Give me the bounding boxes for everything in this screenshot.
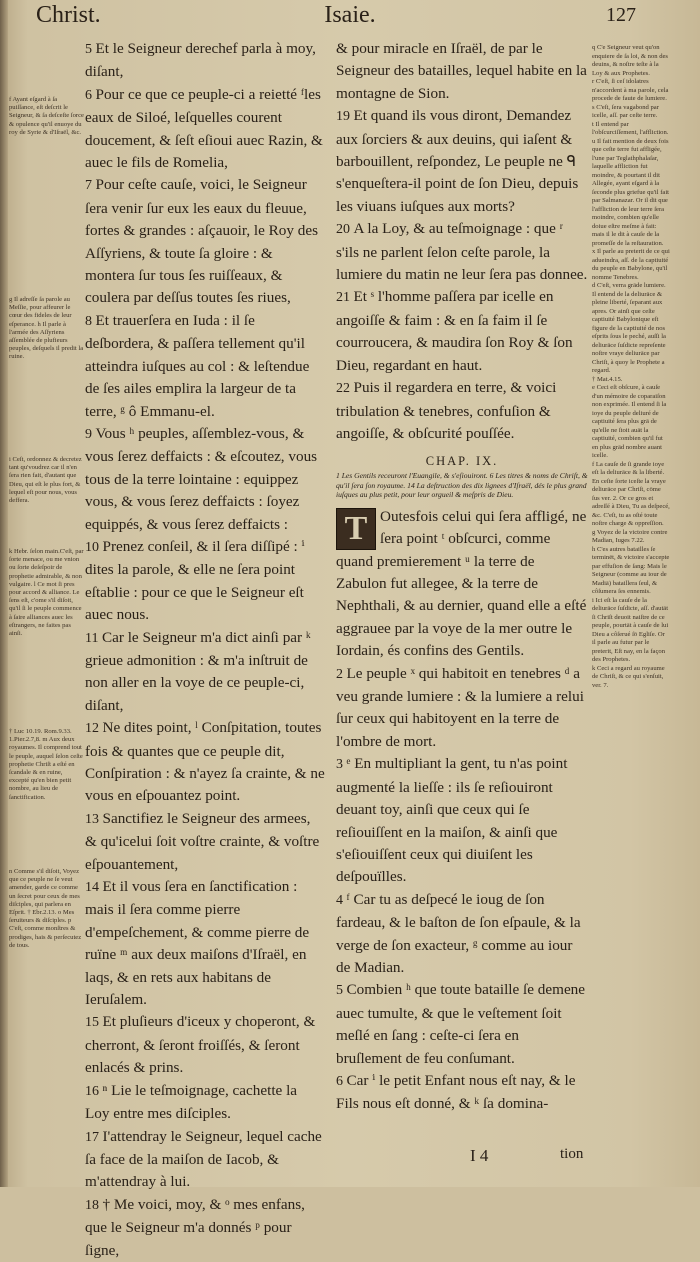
verse bbox=[85, 627, 325, 718]
running-head-title: Isaie. bbox=[324, 2, 376, 28]
margin-note: x Il parle au preterit de ce qui adueindra, aſſ. de la captiuité du peuple en Babylone, qu'il nomme Tenebres. bbox=[592, 248, 670, 281]
verse-number: 5 bbox=[336, 983, 347, 999]
verse-text: Et le Seigneur derechef parla à moy, diſant, bbox=[85, 40, 316, 81]
verse-text: Ne dites point, ˡ Conſpitation, toutes fois & quantes que ce peuple dit, Conſpiration : & n'ayez ſa crainte, & ne vous en eſpouantez point. bbox=[85, 719, 325, 805]
verse-number: 5 bbox=[85, 42, 96, 57]
verse bbox=[336, 753, 588, 888]
verse-text: I'attendray le Seigneur, lequel cache ſa face de la maiſon de Iacob, & m'attendray à lui. bbox=[85, 1127, 322, 1191]
margin-note: h C'es autres batailles ſe terminēt, & victoire s'accepte par effuſion de ſang: Mais le Seigneur (comme au iour de Madiā) bataillera ſeul, & côſumera ſes ennemis. bbox=[592, 545, 670, 595]
verse-text: ⁿ Lie le teſmoignage, cachette la Loy entre mes diſciples. bbox=[85, 1081, 298, 1123]
dropcap-initial: T bbox=[336, 508, 376, 550]
verse-number: 16 bbox=[85, 1083, 103, 1099]
verse-text: Pour ce que ce peuple-ci a reietté ᶠles eaux de Siloé, leſquelles courent doucement, & ſeſt eſioui auec Razin, & auec le fils de Romelia, bbox=[85, 85, 323, 172]
verse bbox=[336, 218, 588, 286]
verse bbox=[85, 717, 325, 808]
verse-number: 11 bbox=[85, 630, 102, 646]
margin-note: k Ceci a regard au royaume de Chriſt, & ce qui s'enſuit, ver. 7. bbox=[592, 664, 665, 689]
verse bbox=[336, 105, 588, 218]
verse bbox=[85, 310, 325, 423]
verse bbox=[336, 38, 588, 105]
margin-note: k Hebr. ſelon main.C'eſt, par ſorte menace, ou me vnion ou ſorte deſeſpoir de prophetie admirable, & non vulgaire. l Ce mot ſi pres pour accord & alliance. Le ſens eſt, c'ome s'il diſoit, qu'il ſi le peuple commence à ſaire alliances auec les eſtrangers, ne faites pas ainſi. bbox=[9, 548, 84, 638]
verse-number: 14 bbox=[85, 880, 103, 896]
verse-number: 22 bbox=[336, 381, 354, 397]
signature-mark: I 4 bbox=[470, 1146, 489, 1165]
verse-number: 2 bbox=[336, 666, 347, 682]
verse-text: Et quand ils vous diront, Demandez aux ſorciers & aux deuins, qui iaſent & barbouillent, reſpondez, Le peuple ne ᑫ s'enqueſtera-il point de ſon Dieu, depuis les viuans iuſques aux morts? bbox=[336, 107, 579, 215]
verse-text: Et ˢ l'homme paſſera par icelle en angoiſſe & faim : & en ſa faim il ſe courroucera, & maudira ſon Roy & ſon Dieu, regardant en haut. bbox=[336, 288, 573, 374]
chapter-8-ending bbox=[336, 38, 588, 445]
verse bbox=[85, 808, 325, 876]
verse bbox=[85, 1194, 325, 1262]
verse-number: 4 bbox=[336, 892, 347, 908]
chapter-9-text bbox=[336, 506, 588, 1116]
verse-number: 3 bbox=[336, 757, 347, 773]
verse-number: 10 bbox=[85, 539, 103, 555]
margin-note: r C'eſt, ſi ceſ idolatres n'accordent à ma parole, cela procede de faute de lumiere. bbox=[592, 78, 669, 102]
verse-number: 9 bbox=[85, 426, 96, 442]
margin-note: d C'eſt, verra grāde lumiere. Il entend de la deliurāce & pleine liberté, ſeparant aux apres. Or ainſi que ceſte captiuité Babylonique eſt figure de la captiuité de nos eſprits ſous le peché, auſſi la deliurāce ſuſdicte repreſente noſtre vraye deliurāce par Chriſt, à quoy le Prophete a regard. bbox=[592, 282, 666, 374]
verse bbox=[85, 536, 325, 627]
margin-note: † Luc 10.19. Rom.9.33. 1.Pier.2.7,8. m Aux deux royaumes. Il comprend tout le peuple, auquel ſelon ceſte prophetie Chriſt a eſté en ſcandale & en ruine, excepté qu'en bien petit nombre, au lieu de ſanctification. bbox=[9, 728, 83, 801]
verse-text: Le peuple ˣ qui habitoit en tenebres ᵈ a veu grande lumiere : & la lumiere a relui ſur ceux qui habitoyent en la terre de l'ombre de mort. bbox=[336, 664, 584, 750]
verse-number: 20 bbox=[336, 222, 354, 238]
verse-text: Vous ʰ peuples, aſſemblez-vous, & vous ſerez deffaicts : & eſcoutez, vous tous de la terre lointaine : equippez vous, & vous ſerez deffaicts : ſoyez equippés, & vous ſerez deffaicts : bbox=[85, 424, 318, 533]
page-gutter bbox=[0, 0, 8, 1187]
verse-number: 12 bbox=[85, 721, 103, 737]
page-number: 127 bbox=[606, 4, 636, 26]
verse bbox=[336, 889, 588, 980]
verse bbox=[85, 423, 325, 536]
verse bbox=[85, 38, 325, 84]
margin-note: † Mat.4.15. bbox=[592, 375, 623, 383]
verse bbox=[336, 377, 588, 445]
margin-note: u Il fait mention de deux fois que ceſte terre fut affligée, l'une par Teglathphalaſar, laquelle affliction fut moindre, & pourtant il dit Allegée, ayant eſgard à la ſeconde plus griefue qu'il fait par Salmanazar. Or il dit que l'affliction de leur terre ſera moindre, combien qu'elle doiue eſtre meſme à fait: mais il le dit à cauſe de la promeſſe de la reſtauration. bbox=[592, 137, 669, 247]
verse-text: Sanctifiez le Seigneur des armees, & qu'icelui ſoit voſtre crainte, & voſtre eſpouantement, bbox=[85, 809, 320, 873]
margin-note: q C'e Seigneur veut qu'on enquiere de ſa loi, & non des deuins, & noſtre teſte à la Loy & aux Prophetes. bbox=[592, 44, 668, 77]
text-column-left bbox=[85, 38, 325, 1262]
verse-text: Outesfois celui qui ſera affligé, ne ſera point ᵗ obſcurci, comme quand premierement ᵘ la terre de Zabulon fut allegee, & la terre de Nephthali, & au dernier, quand elle a eſté aggrauee par la voye de la mer outre le Iordain, és confins des Gentils. bbox=[336, 507, 587, 660]
verse bbox=[85, 1080, 325, 1126]
verse bbox=[85, 1011, 325, 1079]
verse-text: † Me voici, moy, & ᵒ mes enfans, que le Seigneur m'a donnés ᵖ pour ſigne, bbox=[85, 1195, 305, 1259]
chapter-argument: 1 Les Gentils receuront l'Euangile, & s'eſiouiront. 6 Les titres & noms de Chriſt, & qu'il ſera ſon royaume. 14 La deſtruction des dix lignees d'Iſraël, dés le plus grand iuſques au plus petit, pour leur orgueil & meſpris de Dieu. bbox=[336, 471, 588, 500]
verse-text: & pour miracle en Iſraël, de par le Seigneur des batailles, lequel habite en la montagne de Sion. bbox=[336, 40, 587, 102]
verse-text: Prenez conſeil, & il ſera diſſipé : ⁱ dites la parole, & elle ne ſera point eſtablie : pour ce que le Seigneur eſt auec nous. bbox=[85, 537, 305, 624]
verse-number: 15 bbox=[85, 1015, 103, 1031]
verse-text: ᵉ En multipliant la gent, tu n'as point augmenté la lieſſe : ils ſe reſiouiront deuant toy, ainſi que ceux qui ſe reſiouiſſent en la maiſon, & ainſi que s'eſiouiſſent ceux qui diuiſent les deſpouïlles. bbox=[336, 755, 568, 886]
verse-number: 17 bbox=[85, 1129, 103, 1145]
verse-text: Et il vous ſera en ſanctification : mais il ſera comme pierre d'empeſchement, & comme pierre de ruïne ᵐ aux deux maiſons d'Iſraël, en laqs, & en rets aux habitans de Ieruſalem. bbox=[85, 878, 310, 1009]
verse bbox=[336, 979, 588, 1070]
running-head-left: Christ. bbox=[36, 2, 101, 28]
catchword: tion bbox=[560, 1146, 584, 1162]
verse bbox=[336, 1070, 588, 1116]
verse bbox=[85, 876, 325, 1011]
margin-note: g Voyez de la victoire contre Madian, Iuges 7.22. bbox=[592, 528, 668, 544]
verse-text: ᶠ Car tu as deſpecé le ioug de ſon fardeau, & le baſton de ſon eſpaule, & la verge de ſon exacteur, ᵍ comme au iour de Madian. bbox=[336, 890, 581, 976]
verse-number: 6 bbox=[85, 87, 96, 103]
margin-note: s C'eſt, ſera vagabond par icelle, aſſ. par ceſte terre. bbox=[592, 103, 659, 119]
verse-text: Combien ʰ que toute bataille ſe demene auec tumulte, & que le veſtement ſoit meſlé en ſang : ceſte-ci ſera en bruſlement de feu conſumant. bbox=[336, 981, 586, 1067]
verse-number: 18 bbox=[85, 1197, 103, 1213]
verse-text: Car le Seigneur m'a dict ainſi par ᵏ grieue admonition : & m'a inſtruit de non aller en la voye de ce peuple-ci, diſant, bbox=[85, 628, 311, 714]
verse-number: 8 bbox=[85, 313, 96, 329]
text-column-right bbox=[336, 38, 588, 1116]
verse bbox=[85, 84, 325, 175]
margin-note: n Comme s'il diſoit, Voyez que ce peuple ne ſe veut amender, garde ce comme un ſecret pour ceux de mes diſciples, qui parlera en Eſprit. † Ebr.2.13. o Mes ſeruiteurs & diſciples. p C'eſt, comme monſtres & prodiges, hais & perſecutez de tous. bbox=[9, 868, 82, 949]
margin-note: t Il entend par l'obſcurciſſement, l'affliction. bbox=[592, 120, 669, 136]
margin-note: g Il adreſſe ſa parole au Meſſie, pour affeurer le cœur des fideles de leur eſperance. h Il parle à l'armée des Aſſyriens aſſemblée de plufieurs peuples, deſquels il predit la ruine. bbox=[9, 296, 84, 361]
verse-text: Pour ceſte cauſe, voici, le Seigneur ſera venir ſur eux les eaux du fleuue, fortes & grandes : aſçauoir, le Roy des Aſſyriens, & toute ſa gloire : & montera ſur tous ſes ruiſſeaux, & coulera par deſſus toutes ſes riues, bbox=[85, 176, 319, 307]
right-margin-notes bbox=[592, 44, 670, 690]
verse-number: 7 bbox=[85, 178, 96, 194]
verse bbox=[336, 663, 588, 754]
verse bbox=[85, 1126, 325, 1194]
margin-note: f La cauſe de ſi grande ioye eſt la deliurāce & la liberté. En ceſte ſorte iceſte la vraye deliurāce par Chriſt, cōme ſus ver. 2. Or ce gros et adreſſé à Dieu, Tu as deſpecé, &c. C'eſt, tu as oſté toute noſtre charge & oppreſſion. bbox=[592, 460, 670, 527]
chapter-heading: CHAP. IX. bbox=[425, 454, 499, 469]
verse-text: Car ⁱ le petit Enfant nous eſt nay, & le Fils nous eſt donné, & ᵏ ſa domina- bbox=[336, 1071, 576, 1113]
verse-text: Puis il regardera en terre, & voici tribulation & tenebres, confuſion & angoiſſe, & obſcurité pouſſée. bbox=[336, 379, 557, 442]
margin-note: i Ceſt, ordonnez & decretez tant qu'voudrez car il n'en ſera rien fait, d'autant que Dieu, qui eſt le plus fort, & lequel eſt pour nous, vous deffera. bbox=[9, 456, 82, 505]
margin-note: f Ayant eſgard à ſa puiſſance, eſt deſcrit le Seigneur, & ſa deſceſte ſorce & opulence qu'il enuoye du roy de Syrie & d'Iſraël, &c. bbox=[9, 96, 84, 136]
verse-number: 6 bbox=[336, 1073, 347, 1089]
verse-number: 13 bbox=[85, 811, 103, 827]
verse-text: Et pluſieurs d'iceux y choperont, & cherront, & ſeront froiſſés, & ſeront enlacés & prins. bbox=[85, 1013, 316, 1077]
verse bbox=[85, 174, 325, 309]
verse-text: A la Loy, & au teſmoignage : que ʳ s'ils ne parlent ſelon ceſte parole, la lumiere du matin ne leur ſera pas donnee. bbox=[336, 220, 588, 284]
verse-number: 21 bbox=[336, 290, 354, 306]
verse-text: Et trauerſera en Iuda : il ſe deſbordera, & paſſera tellement qu'il atteindra iuſques au col : & leſtendue de ſes ailes emplira la largeur de ta terre, ᵍ ô Emmanu-el. bbox=[85, 311, 310, 420]
margin-note: i Ici eſt la cauſe de la deliurāce ſuſdicte, aſſ. d'autāt ſi Chriſt deuoit naiſtre de ce peuple, pourtāt à cauſe de lui Dieu a côſerué ſō Egliſe. Or il parle au futur par le preterit, Eſt nay, en la façon des Prophetes. bbox=[592, 596, 669, 663]
margin-note: e Ceci eſt obſcure, à cauſe d'un mémoire de coparaiſon non exprimée. Il entend ſi la ioye du peuple deliuré de captiuité ſera plus grā de qu'elle ne ſtoit auāt la captiuité, combien qu'il fut en plus grād nombre auant icelle. bbox=[592, 384, 667, 459]
verse-number: 19 bbox=[336, 109, 354, 125]
verse bbox=[336, 286, 588, 377]
